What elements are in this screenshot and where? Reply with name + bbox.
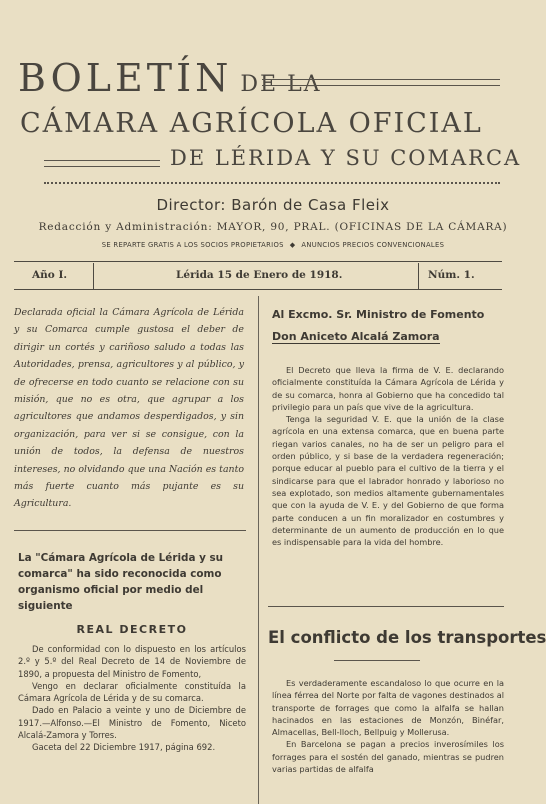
note-anuncios: ANUNCIOS PRECIOS CONVENCIONALES — [301, 241, 445, 249]
minister-body — [272, 364, 504, 548]
masthead-de-la: DE LA — [240, 72, 322, 97]
masthead-rule-2 — [44, 160, 160, 167]
real-decreto-title: REAL DECRETO — [76, 623, 188, 636]
masthead-lerida: DE LÉRIDA Y SU COMARCA — [170, 146, 522, 170]
redaccion-line: Redacción y Administración: MAYOR, 90, PRAL. (OFICINAS DE LA CÁMARA) — [38, 221, 508, 233]
info-separator-2 — [418, 263, 419, 289]
decree-paragraph-1: De conformidad con lo dispuesto en los artículos 2.º y 5.º del Real Decreto de 14 de Noviembre de 1890, a propuesta del Ministro de Fomento, — [18, 644, 246, 679]
notes-line — [0, 241, 546, 249]
camara-heading: La "Cámara Agrícola de Lérida y su comarca" ha sido reconocida como organismo oficial por medio del siguiente — [18, 552, 224, 612]
column-separator — [258, 296, 259, 804]
minister-heading-line-1: Al Excmo. Sr. Ministro de Fomento — [272, 308, 485, 321]
conflicto-body — [272, 677, 504, 775]
masthead-dotted-rule — [44, 182, 500, 184]
conflicto-rule — [334, 660, 420, 661]
issue-number: Núm. 1. — [428, 269, 475, 281]
minister-paragraph-1: El Decreto que lleva la firma de V. E. declarando oficialmente constituída la Cámara Agrícola de Lérida y de su comarca, honra al Gobierno que ha concedido tal privilegio para un país que vive de la agricultura. — [272, 365, 504, 412]
diamond-icon: ◆ — [289, 241, 296, 249]
conflicto-paragraph-1: Es verdaderamente escandaloso lo que ocurre en la línea férrea del Norte por falta de vagones destinados al transporte de forrages que como la alfalfa se hallan hacinados en las estaciones de Monzón, Binéfar, Almacellas, Bell-lloch, Bellpuig y Mollerusa. — [272, 678, 504, 738]
decree-paragraph-3: Dado en Palacio a veinte y uno de Diciembre de 1917.—Alfonso.—El Ministro de Fomento, Niceto Alcalá-Zamora y Torres. — [18, 705, 246, 741]
info-rule-bottom — [14, 289, 502, 290]
intro-rule — [14, 530, 246, 531]
info-separator-1 — [93, 263, 94, 289]
masthead-boletin: BOLETÍN — [18, 56, 233, 100]
minister-heading — [272, 304, 512, 348]
decree-paragraph-2: Vengo en declarar oficialmente constituída la Cámara Agrícola de Lérida y de su comarca. — [18, 680, 246, 704]
note-reparte: SE REPARTE GRATIS A LOS SOCIOS PROPIETARIOS — [101, 241, 284, 249]
director-line: Director: Barón de Casa Fleix — [156, 196, 390, 214]
conflicto-paragraph-2: En Barcelona se pagan a precios inverosímiles los forrages para el sostén del ganado, mientras se pudren varias partidas de alfalfa — [272, 739, 504, 775]
masthead-rule-1 — [262, 79, 500, 86]
conflicto-heading: El conflicto de los transportes — [268, 628, 546, 647]
masthead-title — [18, 56, 322, 100]
decree-paragraph-4: Gaceta del 22 Diciembre 1917, página 692. — [32, 742, 216, 753]
minister-rule — [268, 606, 504, 607]
minister-paragraph-2: Tenga la seguridad V. E. que la unión de la clase agrícola en una extensa comarca, que en buena parte riegan varios canales, no ha de ser un peligro para el orden público, y si base de la verdadera regeneración; porque educar al pueblo para el cultivo de la tierra y el sindicarse para que el labrador honrado y laborioso no sea explotado, son medios altamente gubernamentales que con la ayuda de V. E. y del Gobierno de que forma parte conducen a un fin moralizador en costumbres y determinante de un aumento de producción en lo que es indispensable para la vida del hombre. — [272, 414, 504, 548]
intro-paragraph: Declarada oficial la Cámara Agrícola de Lérida y su Comarca cumple gustosa el deber de dirigir un cortés y cariñoso saludo a todas las Autoridades, prensa, agricultores y al público, y de ofrecerse en todo cuanto se relacione con su misión, que no es otra, que agrupar a los agricultores que andamos desperdigados, y sin organización, para ver si se consigue, con la unión de todos, la defensa de nuestros intereses, no olvidando que una Nación es tanto más fuerte cuanto más pujante es su Agricultura. — [14, 307, 244, 510]
decree-body — [18, 643, 246, 754]
info-rule-top — [14, 261, 502, 262]
masthead-camara: CÁMARA AGRÍCOLA OFICIAL — [20, 108, 483, 139]
issue-date: Lérida 15 de Enero de 1918. — [176, 269, 343, 281]
issue-year: Año I. — [32, 269, 68, 281]
minister-heading-line-2: Don Aniceto Alcalá Zamora — [272, 330, 440, 343]
